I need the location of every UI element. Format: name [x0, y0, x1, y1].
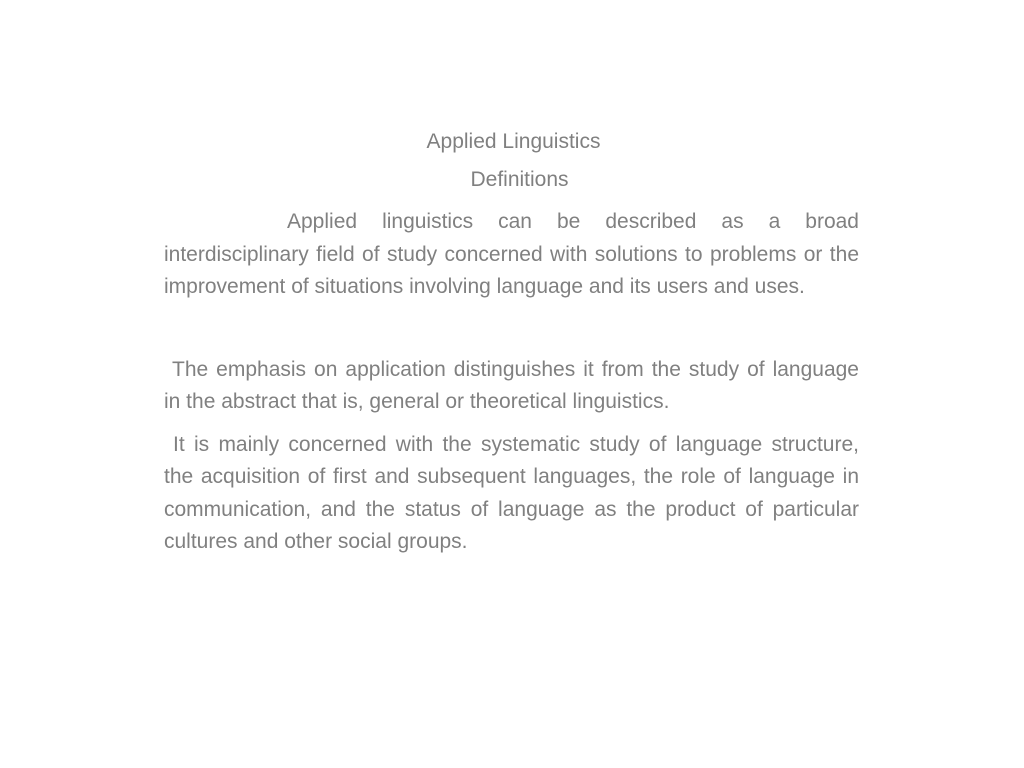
- slide-content: [164, 126, 859, 559]
- paragraph-1: Applied linguistics can be described as a broad interdisciplinary field of study concerned with solutions to problems or the improvement of situations involving language and its users and uses.: [164, 210, 859, 298]
- slide-subtitle: Definitions: [470, 168, 569, 191]
- slide-title: Applied Linguistics: [426, 130, 601, 153]
- paragraph-3: It is mainly concerned with the systematic study of language structure, the acquisition of first and subsequent languages, the role of language in communication, and the status of language as the product of particular cultures and other social groups.: [164, 432, 859, 553]
- paragraph-2: The emphasis on application distinguishes it from the study of language in the abstract that is, general or theoretical linguistics.: [164, 357, 859, 413]
